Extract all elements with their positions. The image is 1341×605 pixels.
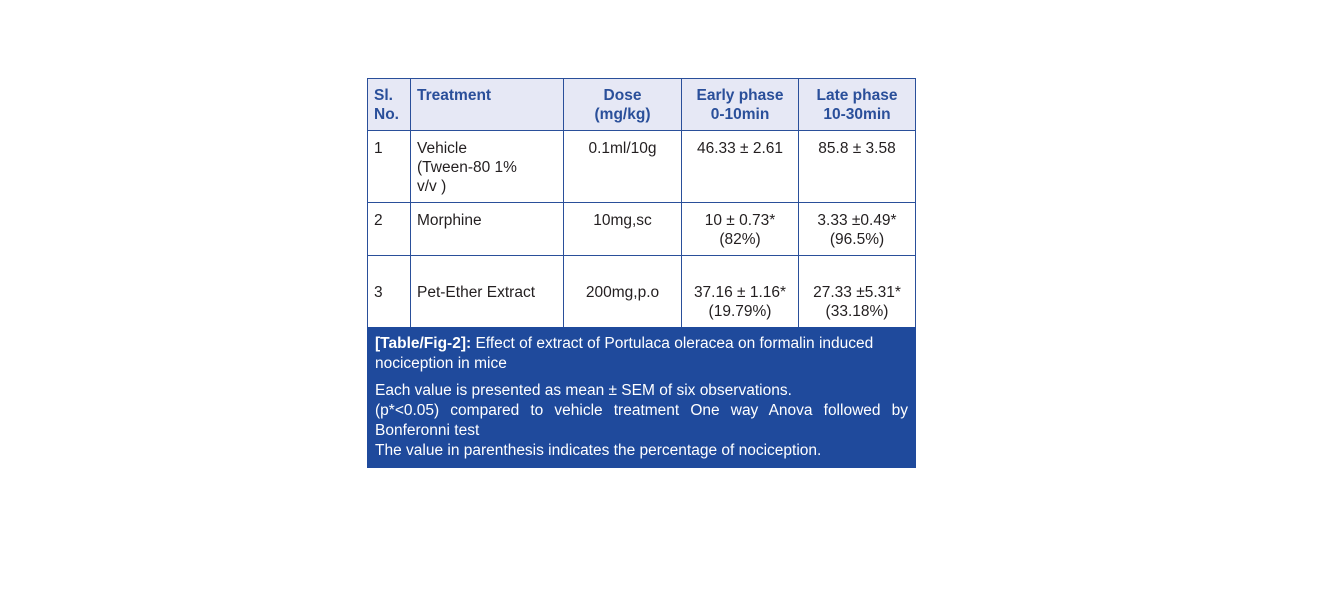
cell-dose: 0.1ml/10g — [564, 131, 682, 203]
header-late-line1: Late phase — [816, 87, 898, 104]
treatment-line: v/v ) — [417, 178, 447, 195]
cell-treatment — [411, 203, 564, 256]
treatment-line: Morphine — [417, 212, 482, 229]
late-value: 27.33 ±5.31* — [813, 284, 901, 301]
early-value: 46.33 ± 2.61 — [696, 140, 784, 157]
early-value: 37.16 ± 1.16* — [693, 284, 787, 301]
late-percent: (96.5%) — [829, 231, 885, 248]
header-treatment-text: Treatment — [417, 87, 492, 104]
header-early-line2: 0-10min — [710, 106, 770, 123]
treatment-line: (Tween-80 1% — [417, 159, 517, 176]
caption-note-parenthesis: The value in parenthesis indicates the percentage of nociception. — [375, 442, 822, 459]
cell-early-phase — [682, 203, 799, 256]
late-value: 85.8 ± 3.58 — [818, 140, 896, 157]
early-percent: (82%) — [719, 231, 761, 248]
late-percent: (33.18%) — [825, 303, 889, 320]
cell-sl: 3 — [368, 256, 411, 328]
late-value: 3.33 ±0.49* — [817, 212, 897, 229]
caption-note-significance: (p*<0.05) compared to vehicle treatment One way Anova followed by Bonferonni test — [375, 402, 908, 439]
early-value: 10 ± 0.73* — [704, 212, 776, 229]
header-late-line2: 10-30min — [823, 106, 891, 123]
table-header-row — [368, 79, 916, 131]
results-table — [367, 78, 916, 328]
cell-treatment — [411, 256, 564, 328]
table-figure — [367, 78, 916, 468]
early-percent: (19.79%) — [708, 303, 772, 320]
cell-early-phase — [682, 256, 799, 328]
caption-note-sem: Each value is presented as mean ± SEM of six observations. — [375, 382, 792, 399]
header-early-line1: Early phase — [696, 87, 784, 104]
header-dose — [564, 79, 682, 131]
table-row — [368, 131, 916, 203]
header-sl-line2: No. — [374, 106, 399, 123]
cell-late-phase — [799, 256, 916, 328]
cell-treatment — [411, 131, 564, 203]
header-dose-line1: Dose — [603, 87, 642, 104]
cell-dose: 200mg,p.o — [564, 256, 682, 328]
header-sl-no — [368, 79, 411, 131]
header-late-phase — [799, 79, 916, 131]
caption-label: [Table/Fig-2]: — [375, 335, 472, 352]
cell-sl: 1 — [368, 131, 411, 203]
table-caption — [367, 327, 916, 468]
treatment-line: Pet-Ether Extract — [417, 284, 536, 301]
table-row — [368, 256, 916, 328]
cell-early-phase — [682, 131, 799, 203]
header-sl-line1: Sl. — [374, 87, 393, 104]
treatment-line: Vehicle — [417, 140, 467, 157]
header-treatment — [411, 79, 564, 131]
table-row — [368, 203, 916, 256]
cell-dose: 10mg,sc — [564, 203, 682, 256]
header-early-phase — [682, 79, 799, 131]
header-dose-line2: (mg/kg) — [594, 106, 651, 123]
caption-title-text: Effect of extract of Portulaca oleracea on formalin induced nociception in mice — [375, 335, 874, 372]
cell-late-phase — [799, 203, 916, 256]
cell-sl: 2 — [368, 203, 411, 256]
cell-late-phase — [799, 131, 916, 203]
caption-title — [375, 334, 908, 374]
